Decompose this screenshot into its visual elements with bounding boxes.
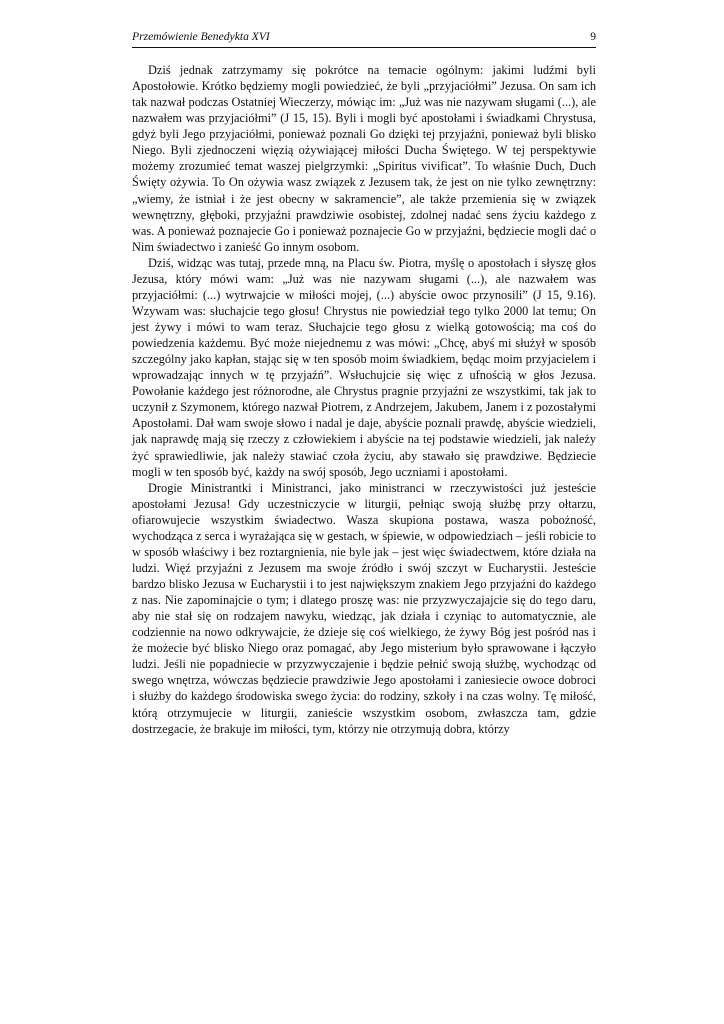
body-text	[132, 62, 596, 737]
paragraph-3: Drogie Ministrantki i Ministranci, jako ministranci w rzeczywistości już jesteście apostołami Jezusa! Gdy uczestniczycie w liturgii, pełniąc swoją służbę przy ołtarzu, ofiarowujecie wszystkim świadectwo. Wasza skupiona postawa, wasza pobożność, wychodząca z serca i wyrażająca się w gestach, w śpiewie, w odpowiedziach – jeśli robicie to w sposób właściwy i bez roztargnienia, nie byle jak – jest więc świadectwem, które działa na ludzi. Więź przyjaźni z Jezusem ma swoje źródło i swój szczyt w Eucharystii. Jesteście bardzo blisko Jezusa w Eucharystii i to jest największym znakiem Jego przyjaźni do każdego z nas. Nie zapominajcie o tym; i dlatego proszę was: nie przyzwyczajajcie się do tego daru, aby nie stał się on rodzajem nawyku, wiedząc, jak działa i czyniąc to automatycznie, ale codziennie na nowo odkrywajcie, że dzieje się coś wielkiego, że żywy Bóg jest pośród nas i że możecie być blisko Niego oraz pomagać, aby Jego misterium było sprawowane i łączyło ludzi. Jeśli nie popadniecie w przyzwyczajenie i będzie pełnić swoją służbę, wychodząc od swego wnętrza, wówczas będziecie prawdziwie Jego apostołami i zaniesiecie owoce dobroci i służby do każdego środowiska swego życia: do rodziny, szkoły i na czas wolny. Tę miłość, którą otrzymujecie w liturgii, zanieście wszystkim osobom, zwłaszcza tam, gdzie dostrzegacie, że brakuje im miłości, tym, którzy nie otrzymują dobra, którzy	[132, 480, 596, 736]
paragraph-2: Dziś, widząc was tutaj, przede mną, na Placu św. Piotra, myślę o apostołach i słyszę głos Jezusa, który mówi wam: „Już was nie nazywam sługami (...), ale nazwałem was przyjaciółmi: (...) wytrwajcie w miłości mojej, (...) abyście owoc przynosili” (J 15, 9.16). Wzywam was: słuchajcie tego głosu! Chrystus nie powiedział tego tylko 2000 lat temu; On jest żywy i mówi to wam teraz. Słuchajcie tego głosu z wielką gotowością; ma coś do powiedzenia każdemu. Być może niejednemu z was mówi: „Chcę, abyś mi służył w sposób szczególny jako kapłan, stając się w ten sposób moim świadkiem, będąc moim przyjacielem i wprowadzając innych w tę przyjaźń”. Wsłuchujcie się więc z ufnością w głos Jezusa. Powołanie każdego jest różnorodne, ale Chrystus pragnie przyjaźni ze wszystkimi, tak jak to uczynił z Szymonem, którego nazwał Piotrem, z Andrzejem, Jakubem, Janem i z pozostałymi Apostołami. Dał wam swoje słowo i nadal je daje, abyście poznali prawdę, abyście wiedzieli, jak naprawdę mają się rzeczy z człowiekiem i abyście na tej podstawie wiedzieli, jak należy żyć sprawiedliwie, jak należy stawiać czoła życiu, aby stawało się prawdziwe. Będziecie mogli w ten sposób być, każdy na swój sposób, Jego uczniami i apostołami.	[132, 255, 596, 479]
running-title: Przemówienie Benedykta XVI	[132, 30, 270, 43]
page-number: 9	[590, 30, 596, 43]
paragraph-1: Dziś jednak zatrzymamy się pokrótce na temacie ogólnym: jakimi ludźmi byli Apostołowie. Krótko będziemy mogli powiedzieć, że byli „przyjaciółmi” Jezusa. On sam ich tak nazwał podczas Ostatniej Wieczerzy, mówiąc im: „Już was nie nazywam sługami (...), ale nazwałem was przyjaciółmi” (J 15, 15). Byli i mogli być apostołami i świadkami Chrystusa, gdyż byli Jego przyjaciółmi, ponieważ poznali Go dzięki tej przyjaźni, ponieważ byli blisko Niego. Byli zjednoczeni więzią ożywiającej miłości Ducha Świętego. W tej perspektywie możemy zrozumieć temat waszej pielgrzymki: „Spiritus vivificat”. To właśnie Duch, Duch Święty ożywia. To On ożywia wasz związek z Jezusem tak, że jest on nie tylko zewnętrzny: „wiemy, że istniał i że jest obecny w sakramencie”, ale także przemienia się w związek wewnętrzny, głęboki, przyjaźni prawdziwie osobistej, zdolnej nadać sens życiu każdego z was. A ponieważ poznajecie Go i ponieważ poznajecie Go w przyjaźni, będziecie mogli dać o Nim świadectwo i zanieść Go innym osobom.	[132, 63, 596, 254]
document-page	[132, 30, 596, 737]
running-header	[132, 30, 596, 48]
